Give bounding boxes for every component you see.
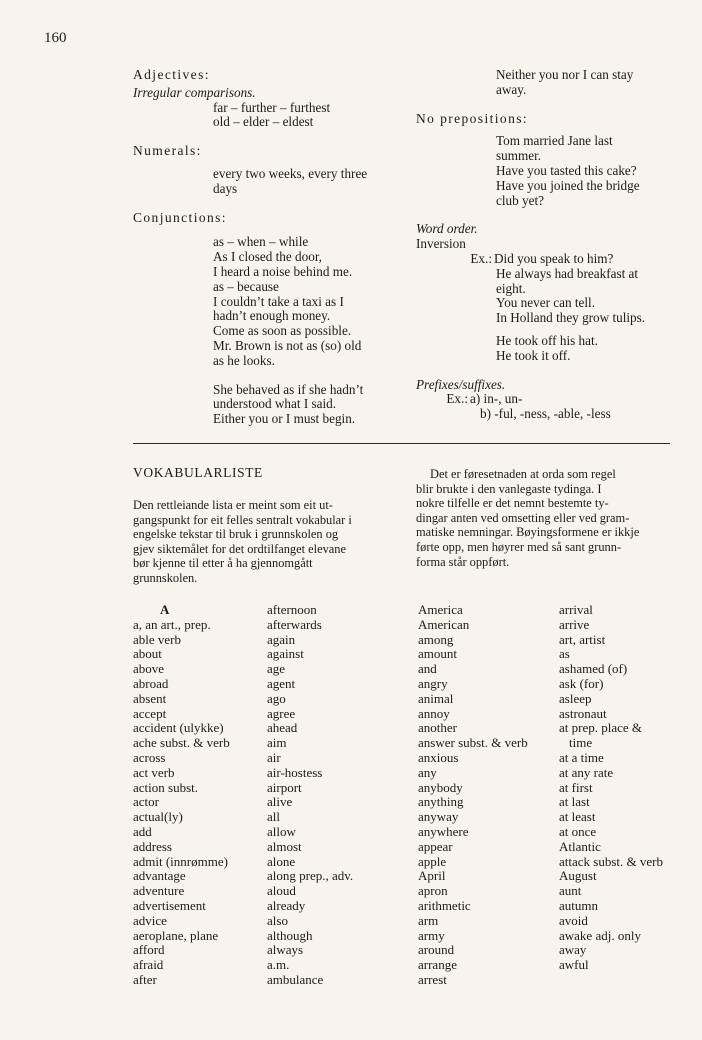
word-entry: alive: [267, 794, 293, 810]
intro-line: nokre tilfelle er det nemnt bestemte ty-: [416, 496, 609, 511]
inversion-line: He took off his hat.: [496, 332, 598, 348]
numerals-line: every two weeks, every three: [213, 165, 368, 181]
word-entry: autumn: [559, 897, 598, 913]
word-entry: although: [267, 927, 313, 943]
grammar-left-column: [133, 68, 395, 427]
word-entry: actual(ly): [133, 809, 183, 825]
inversion-line: He took it off.: [496, 347, 571, 363]
intro-line: dingar anten ved omsetting eller ved gram-: [416, 510, 630, 525]
prefixes-heading: Prefixes/suffixes.: [416, 376, 506, 392]
conjunction-line: Mr. Brown is not as (so) old: [213, 337, 362, 353]
section-letter: A: [160, 602, 170, 617]
word-entry: asleep: [559, 690, 592, 706]
word-entry: angry: [418, 675, 448, 691]
word-entry: another: [418, 720, 457, 736]
word-entry: appear: [418, 838, 453, 854]
intro-left-paragraph: [133, 498, 387, 586]
word-entry: annoy: [418, 705, 450, 721]
word-entry: anyway: [418, 809, 459, 825]
conjunction-line: as – because: [213, 278, 279, 294]
word-column-2: [267, 603, 353, 988]
inversion-line: You never can tell.: [496, 295, 596, 311]
word-entry: adventure: [133, 883, 185, 899]
word-entry: agent: [267, 675, 296, 691]
intro-line: bør kjenne til etter å ha gjennomgått: [133, 556, 313, 571]
comparison-line: old – elder – eldest: [213, 114, 314, 130]
word-entry: apple: [418, 853, 447, 869]
example-label: Ex.:: [446, 391, 468, 407]
word-entry: avoid: [559, 912, 588, 928]
word-entry: ache subst. & verb: [133, 735, 230, 751]
conjunction-line: As I closed the door,: [213, 249, 322, 265]
conjunction-line: I couldn’t take a taxi as I: [213, 293, 344, 309]
word-entry: aloud: [267, 883, 296, 899]
word-entry: ambulance: [267, 971, 324, 987]
word-entry: August: [559, 868, 597, 884]
word-entry: a, an art., prep.: [133, 616, 211, 632]
word-entry: at first: [559, 779, 593, 795]
neither-line: Neither you nor I can stay: [496, 67, 634, 82]
word-entry: afraid: [133, 957, 164, 973]
word-entry: absent: [133, 690, 167, 706]
irregular-comparisons-heading: Irregular comparisons.: [133, 84, 256, 100]
word-entry: advice: [133, 912, 167, 928]
word-column-1: [133, 603, 230, 988]
word-entry: add: [133, 823, 152, 839]
page-number: 160: [44, 30, 67, 46]
word-entry: amount: [418, 646, 457, 662]
word-entry: aunt: [559, 883, 582, 899]
intro-line: engelske tekstar til bruk i grunnskolen og: [133, 527, 339, 542]
word-entry: attack subst. & verb: [559, 853, 663, 869]
word-entry: at least: [559, 809, 596, 825]
conjunction-line: hadn’t enough money.: [213, 308, 331, 324]
word-entry: army: [418, 927, 445, 943]
word-entry: any: [418, 764, 437, 780]
conjunction-line: Either you or I must begin.: [213, 411, 356, 427]
word-entry: at any rate: [559, 764, 614, 780]
word-entry: anybody: [418, 779, 463, 795]
word-entry: actor: [133, 794, 159, 810]
word-entry: agree: [267, 705, 296, 721]
comparison-line: far – further – furthest: [213, 99, 331, 115]
no-prepositions-heading: No prepositions:: [416, 110, 529, 126]
word-entry: alone: [267, 853, 296, 869]
word-entry: art, artist: [559, 631, 606, 647]
intro-line: gjev siktemålet for det ordtilfanget elevane: [133, 541, 346, 556]
word-entry: airport: [267, 779, 302, 795]
word-entry: April: [418, 868, 446, 884]
word-entry: answer subst. & verb: [418, 735, 528, 751]
word-entry: afternoon: [267, 602, 317, 617]
word-entry: address: [133, 838, 172, 854]
vokabular-title: VOKABULARLISTE: [133, 465, 263, 480]
intro-right-paragraph: [416, 467, 670, 569]
inversion-line: He always had breakfast at: [496, 265, 639, 281]
word-entry: anything: [418, 794, 464, 810]
inversion-line: eight.: [496, 280, 526, 296]
word-entry: at last: [559, 794, 590, 810]
intro-line: Det er føresetnaden at orda som regel: [430, 467, 616, 481]
word-entry: arrange: [418, 957, 457, 973]
word-entry: America: [418, 602, 463, 617]
word-entry: arrival: [559, 602, 593, 617]
word-column-4: [559, 603, 663, 973]
conjunctions-heading: Conjunctions:: [133, 209, 227, 225]
word-entry: aeroplane, plane: [133, 927, 219, 943]
word-entry: anxious: [418, 749, 459, 765]
word-entry: across: [133, 749, 166, 765]
word-entry: air-hostess: [267, 764, 323, 780]
word-entry: again: [267, 631, 296, 647]
word-entry: advertisement: [133, 897, 206, 913]
example-label: Ex.:: [470, 250, 492, 266]
conjunction-line: as he looks.: [213, 352, 275, 368]
word-entry: about: [133, 646, 162, 662]
inversion-label: Inversion: [416, 236, 466, 252]
word-entry: ahead: [267, 720, 298, 736]
word-entry: along prep., adv.: [267, 868, 354, 884]
adjectives-heading: Adjectives:: [133, 67, 210, 82]
word-entry: afford: [133, 942, 165, 958]
word-entry: admit (innrømme): [133, 853, 228, 869]
word-entry: arm: [418, 912, 439, 928]
word-entry: advantage: [133, 868, 186, 884]
word-entry: arrest: [418, 971, 447, 987]
intro-line: gangspunkt for eit felles sentralt vokabular i: [133, 512, 352, 527]
intro-line: Den rettleiande lista er meint som eit ut-: [133, 498, 333, 512]
word-entry: action subst.: [133, 779, 198, 795]
word-entry: almost: [267, 838, 302, 854]
inversion-line: In Holland they grow tulips.: [496, 310, 646, 326]
word-entry: at prep. place &: [559, 720, 643, 736]
word-entry: against: [267, 646, 304, 662]
word-entry: animal: [418, 690, 454, 706]
word-entry: already: [267, 897, 306, 913]
word-entry: awful: [559, 957, 589, 973]
word-entry: ago: [267, 690, 286, 706]
inversion-line: Did you speak to him?: [494, 250, 614, 266]
word-entry: a.m.: [267, 957, 290, 973]
word-entry: American: [418, 616, 470, 632]
word-entry: allow: [267, 823, 296, 839]
word-entry: ashamed (of): [559, 661, 628, 677]
intro-line: blir brukte i den vanlegaste tydinga. I: [416, 481, 602, 496]
word-entry: always: [267, 942, 304, 958]
conjunction-line: understood what I said.: [213, 396, 337, 412]
conjunction-line: She behaved as if she hadn’t: [213, 381, 364, 397]
word-entry: Atlantic: [559, 838, 601, 854]
word-entry: all: [267, 809, 280, 825]
word-entry: apron: [418, 883, 448, 899]
word-entry: air: [267, 749, 281, 765]
word-entry: able verb: [133, 631, 182, 647]
word-entry: after: [133, 971, 157, 987]
word-entry: above: [133, 661, 165, 677]
word-entry: as: [559, 646, 570, 662]
conjunction-line: I heard a noise behind me.: [213, 263, 353, 279]
neither-line: away.: [496, 81, 527, 97]
suffix-line: b) -ful, -ness, -able, -less: [480, 406, 611, 422]
word-entry: awake adj. only: [559, 927, 641, 943]
word-entry: arrive: [559, 616, 590, 632]
word-entry: accident (ulykke): [133, 720, 224, 736]
word-column-3: [418, 603, 528, 988]
word-entry: age: [267, 661, 286, 677]
no-prep-line: Have you tasted this cake?: [496, 162, 637, 178]
word-entry: around: [418, 942, 455, 958]
numerals-heading: Numerals:: [133, 143, 202, 159]
intro-line: førte opp, men høyrer med så sant grunn-: [416, 539, 622, 554]
section-divider: [133, 443, 670, 444]
word-entry: arithmetic: [418, 897, 471, 913]
word-entry: also: [267, 912, 288, 928]
numerals-line: days: [213, 180, 238, 196]
grammar-right-column: [416, 68, 682, 422]
word-order-heading: Word order.: [416, 221, 478, 237]
intro-line: forma står oppført.: [416, 554, 510, 569]
intro-line: grunnskolen.: [133, 570, 198, 585]
word-entry: anywhere: [418, 823, 469, 839]
word-entry: at a time: [559, 749, 604, 765]
word-entry: aim: [267, 735, 287, 751]
word-entry: abroad: [133, 675, 169, 691]
word-entry: act verb: [133, 764, 175, 780]
word-entry: accept: [133, 705, 167, 721]
word-entry: away: [559, 942, 587, 958]
no-prep-line: Tom married Jane last: [496, 133, 613, 149]
word-entry: time: [569, 735, 593, 751]
word-entry: among: [418, 631, 454, 647]
word-entry: and: [418, 661, 437, 677]
no-prep-line: summer.: [496, 148, 542, 164]
word-entry: astronaut: [559, 705, 607, 721]
word-entry: ask (for): [559, 675, 604, 691]
no-prep-line: Have you joined the bridge: [496, 177, 640, 193]
no-prep-line: club yet?: [496, 192, 544, 208]
intro-line: matiske nemningar. Bøyingsformene er ikkje: [416, 525, 640, 540]
conjunction-line: Come as soon as possible.: [213, 323, 352, 339]
word-entry: afterwards: [267, 616, 322, 632]
prefix-line: a) in-, un-: [470, 391, 523, 407]
word-entry: at once: [559, 823, 597, 839]
conjunction-line: as – when – while: [213, 234, 309, 250]
